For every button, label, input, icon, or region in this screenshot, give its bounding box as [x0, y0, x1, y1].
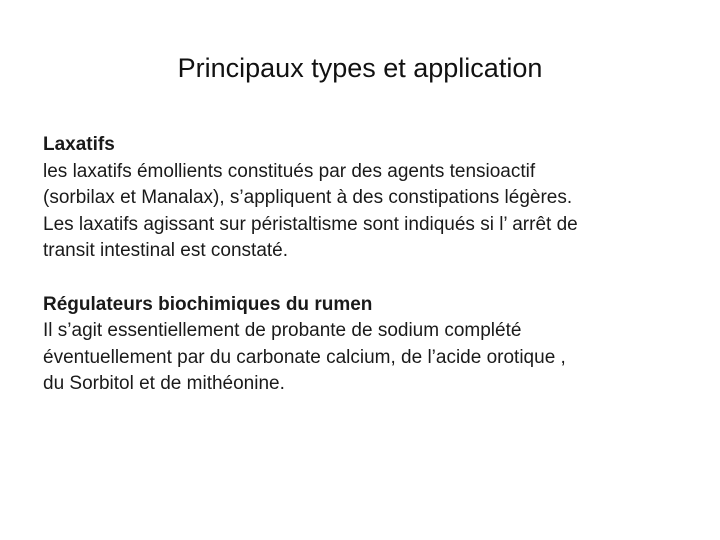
slide-title: Principaux types et application — [177, 53, 543, 83]
section-laxatifs — [43, 132, 683, 265]
section-regulateurs — [43, 292, 683, 398]
section-line: du Sorbitol et de mithéonine. — [43, 373, 285, 394]
section-line: Les laxatifs agissant sur péristaltisme sont indiqués si l’ arrêt de — [43, 213, 578, 235]
section-line: (sorbilax et Manalax), s’appliquent à des constipations légères. — [43, 187, 573, 208]
section-line: les laxatifs émollients constitués par des agents tensioactif — [43, 160, 536, 182]
section-line: transit intestinal est constaté. — [43, 240, 289, 261]
slide-body — [43, 132, 683, 398]
section-line: éventuellement par du carbonate calcium, de l’acide orotique , — [43, 346, 566, 368]
section-heading: Régulateurs biochimiques du rumen — [43, 293, 373, 315]
section-heading: Laxatifs — [43, 134, 115, 155]
section-line: Il s’agit essentiellement de probante de sodium complété — [43, 320, 522, 341]
